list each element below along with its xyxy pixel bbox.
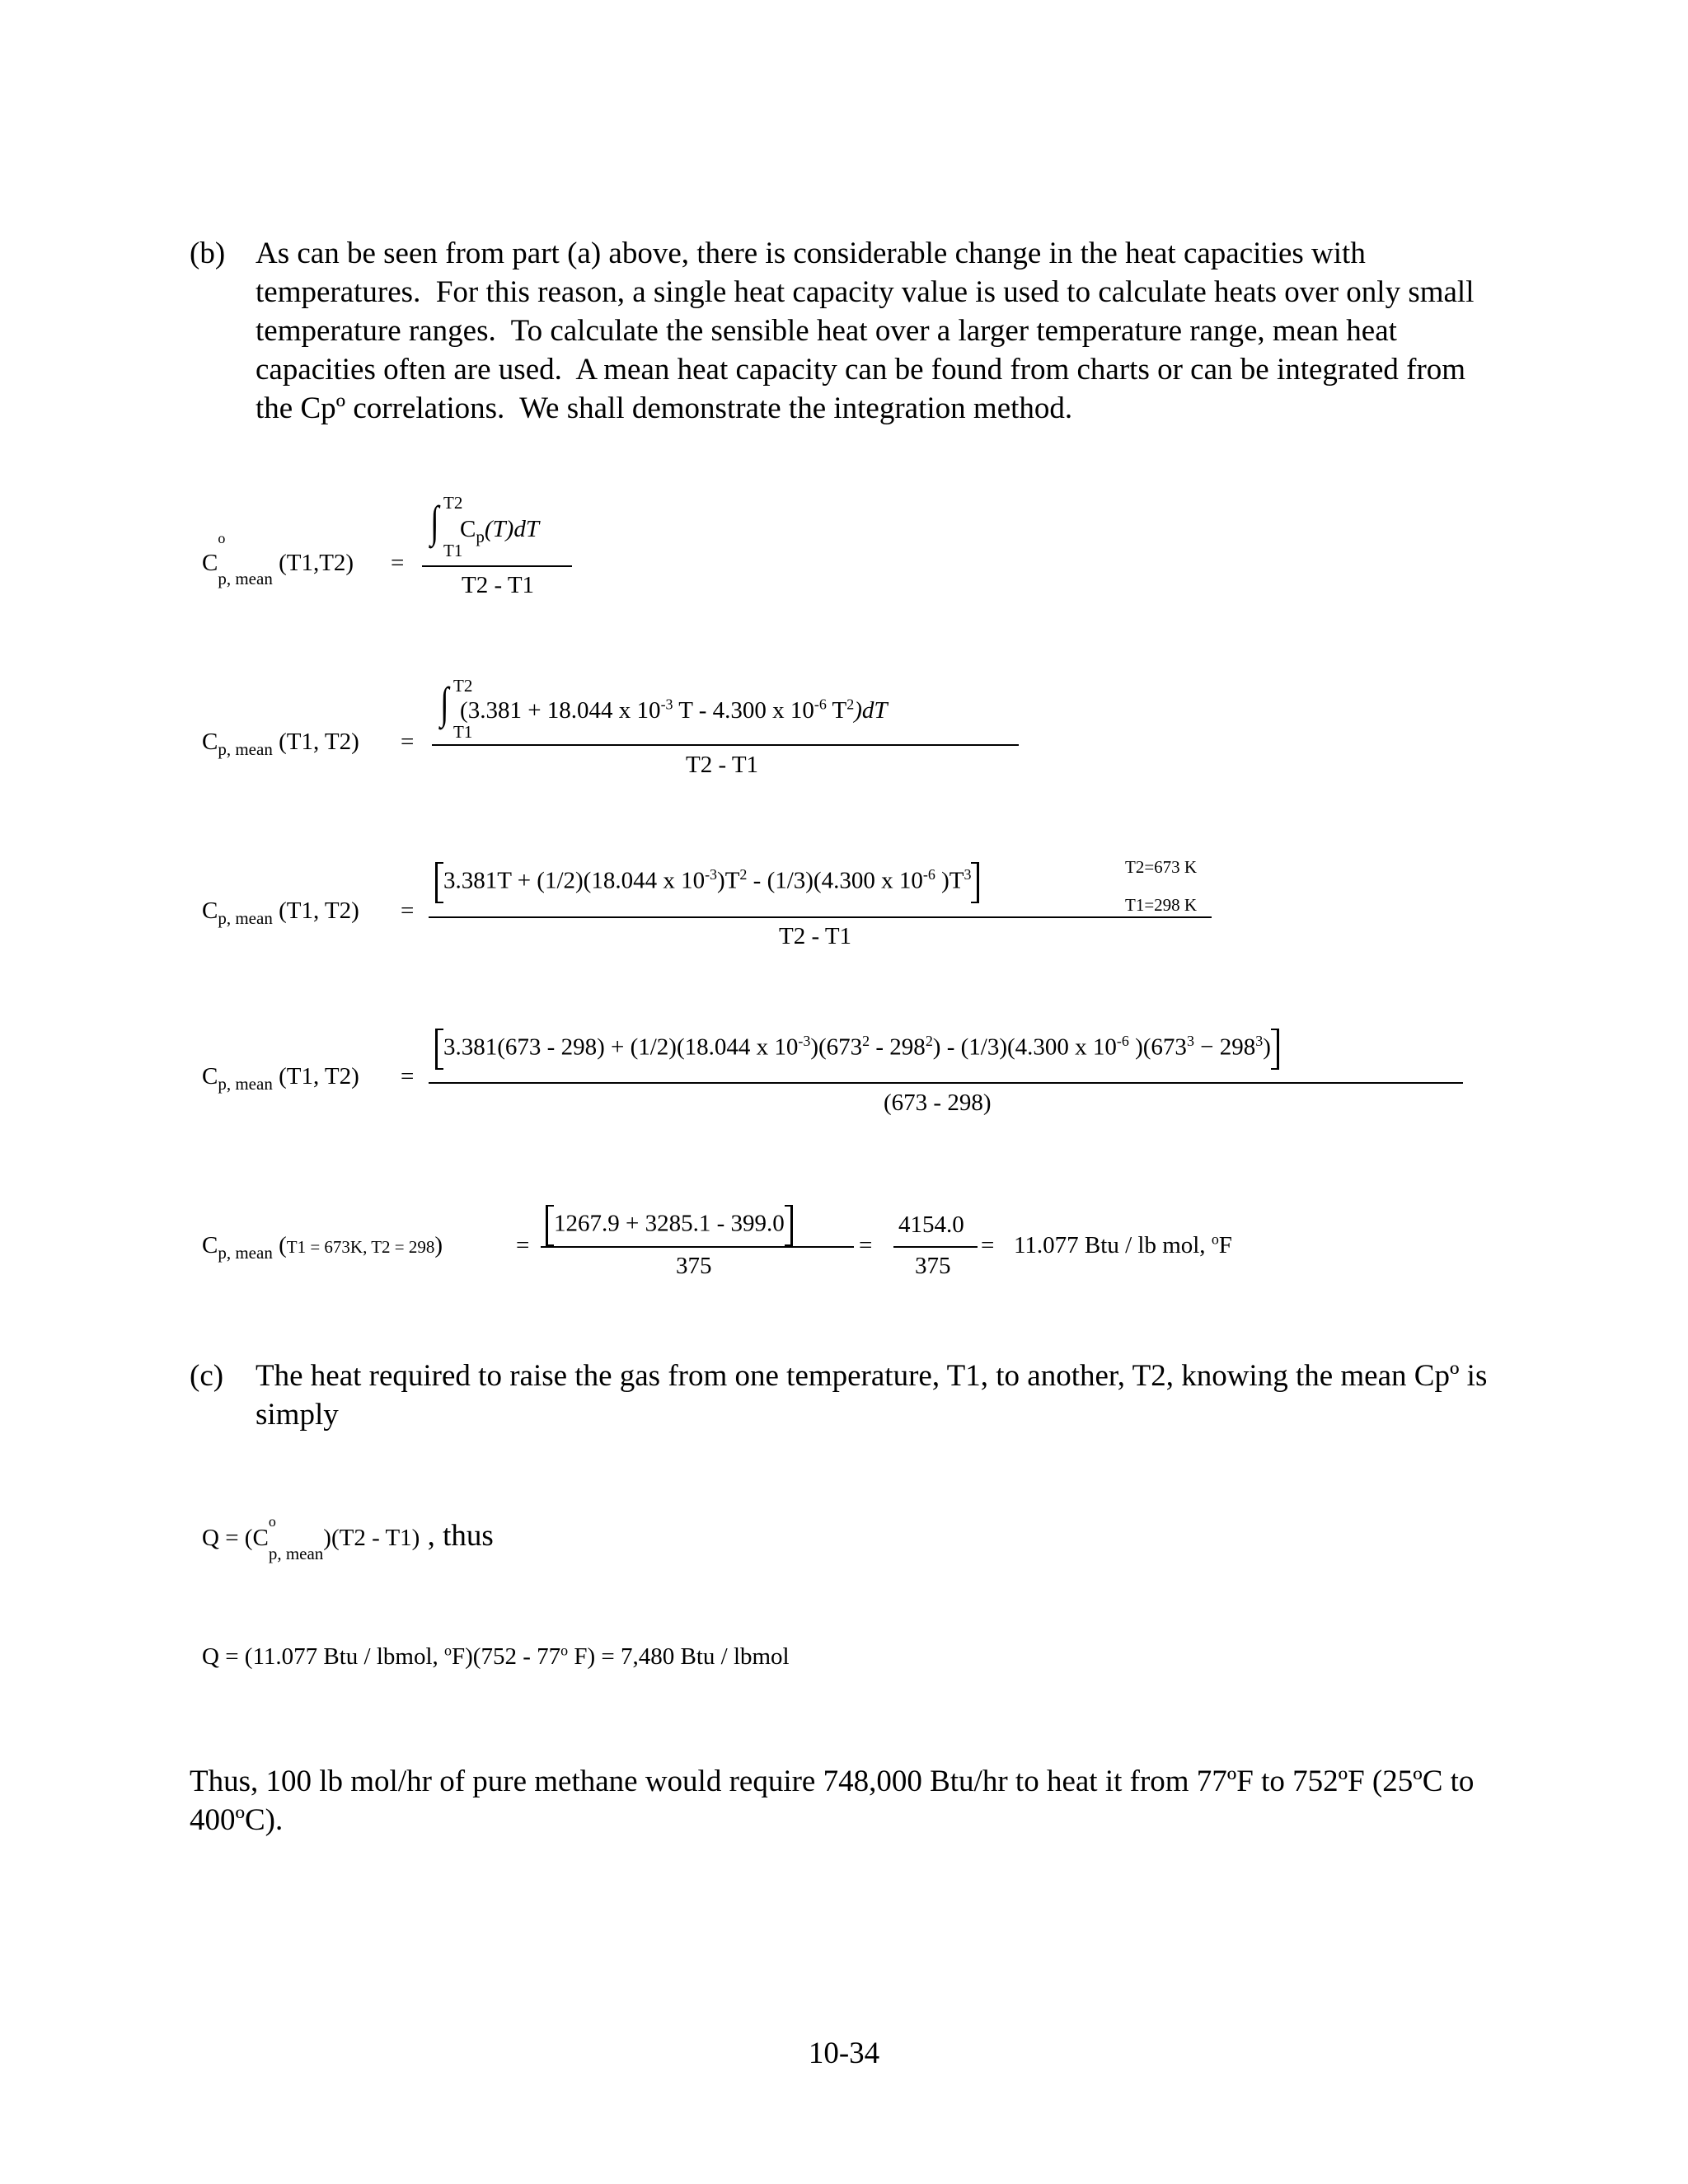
eq4-equals: = (401, 1063, 415, 1090)
eq1-denominator: T2 - T1 (462, 572, 535, 598)
eq4-numerator: 3.381(673 - 298) + (1/2)(18.044 x $10^{-3})(673^2 - 298^2) - (1/3)(4.300$ x $10^{-6}$ )$(673^3 - 298^3)$ (435, 1029, 1279, 1070)
eq4-denominator: (673 - 298) (884, 1090, 992, 1116)
eq5-result: 11.077 Btu / lb mol, $^o$F (1014, 1230, 1232, 1258)
eq1-numerator: ∫ T2 T1 $C_p(T)dT$ (430, 493, 539, 560)
eq4-lhs: $C_{p, mean}$ (T1, T2) (202, 1063, 359, 1094)
eq3-upper-limit: T2=673 K (1125, 857, 1198, 877)
eq3-lower-limit: T1=298 K (1125, 895, 1198, 915)
eq5-equals-1: = (516, 1232, 530, 1258)
eq5-equals-2: = (859, 1232, 873, 1258)
eq4-fraction-bar (429, 1082, 1463, 1084)
q-equation-1: Q = (C o $_{p, mean}$)(T2 - T1) , thus (202, 1513, 494, 1563)
eq2-fraction-bar (432, 744, 1019, 746)
eq2-numerator: ∫ T2 T1 (3.381 + 18.044 x $10^{-3}$ T - 4.300 x $10^{-6}$ $T^2)dT$ (440, 676, 888, 742)
eq5-fraction-bar-2 (893, 1246, 978, 1248)
eq5-numerator: 1267.9 + 3285.1 - 399.0 (546, 1205, 793, 1246)
eq3-fraction-bar (429, 916, 1212, 918)
eq5-denominator-2: 375 (915, 1253, 951, 1279)
para-b-text: As can be seen from part (a) above, there is considerable change in the heat capacities with temperatures. For this reason, a single heat capacity value is used to calculate heats over only small temperature ranges. To calculate the sensible heat over a larger temperature range, mean heat capacities often are used. A mean heat capacity can be found from charts or can be integrated from the Cpº correlations. We shall demonstrate the integration method. (256, 237, 1482, 425)
integral-sign: ∫ (440, 678, 449, 728)
eq1-equals: = (391, 550, 405, 576)
q-equation-2: Q = (11.077 Btu / lbmol, $^o$F)(752 - 77$^o$ F) = 7,480 Btu / lbmol (202, 1642, 790, 1670)
eq5-equals-3: = (981, 1232, 995, 1258)
para-c-label: (c) (190, 1359, 224, 1393)
para-b-label: (b) (190, 237, 226, 270)
eq3-numerator: 3.381T + (1/2)(18.044 x $10^{-3})T^2 - (1/3)(4.300$ x $10^{-6}$ )$T^3$ (435, 862, 979, 903)
eq5-numerator-2: 4154.0 (898, 1212, 964, 1238)
para-c-text: The heat required to raise the gas from one temperature, T1, to another, T2, knowing the mean Cpº is simply (256, 1359, 1495, 1432)
eq3-equals: = (401, 898, 415, 924)
eq2-lhs: $C_{p, mean}$ (T1, T2) (202, 729, 359, 759)
page-number: 10-34 (808, 2036, 880, 2070)
integral-sign: ∫ (430, 497, 439, 546)
eq5-lhs: $C_{p, mean}$ (T1 = 673K, T2 = 298) (202, 1232, 443, 1263)
eq3-denominator: T2 - T1 (779, 923, 852, 949)
eq2-equals: = (401, 729, 415, 755)
eq5-denominator: 375 (676, 1253, 712, 1279)
conclusion-text: Thus, 100 lb mol/hr of pure methane would require 748,000 Btu/hr to heat it from 77ºF to 752ºF (25ºC to 400ºC). (190, 1765, 1482, 1837)
eq3-lhs: $C_{p, mean}$ (T1, T2) (202, 898, 359, 928)
eq1-fraction-bar (422, 565, 572, 567)
eq5-fraction-bar-1 (541, 1246, 854, 1248)
eq1-lhs: C o $_{p, mean}$ (T1,T2) (202, 530, 354, 588)
eq2-denominator: T2 - T1 (686, 752, 759, 778)
